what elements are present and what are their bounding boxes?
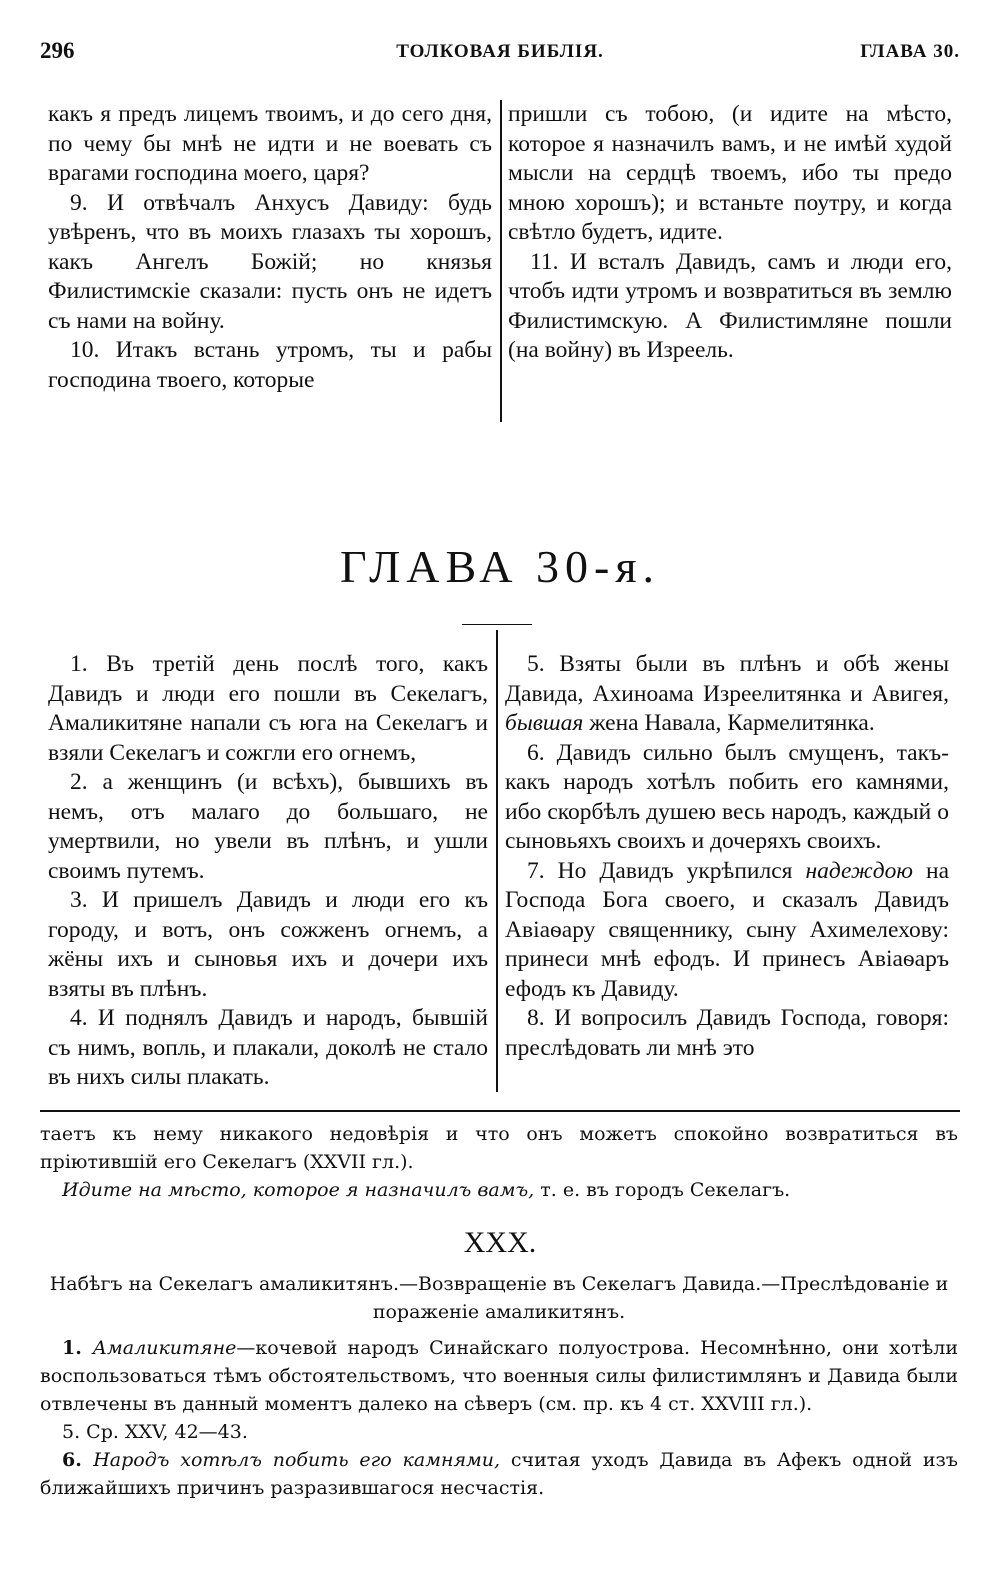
verse-9: 9. И отвѣчалъ Анхусъ Давиду: будь увѣренъ, что въ моихъ глазахъ ты хорошъ, какъ Ангелъ Божій; но князья Филистимскіе сказали: пусть онъ не идетъ съ нами на войну. — [48, 189, 492, 334]
commentary-summary — [40, 1270, 958, 1326]
verse-7-text: 7. Но Давидъ укрѣпился — [527, 857, 806, 884]
verse-2: 2. а женщинъ (и всѣхъ), бывшихъ въ немъ, отъ малаго до большаго, не умертвили, но увели въ плѣнъ, и ушли своимъ путемъ. — [48, 769, 488, 884]
heading-rule — [462, 624, 532, 625]
note-number: 6. — [62, 1449, 94, 1471]
commentary-notes — [40, 1334, 958, 1502]
verse-7-text-end: на Господа Бога своего, и сказалъ Давидъ Авіаѳару священнику, сыну Ахимелехову: принеси мнѣ ефодъ. И принесъ Авіаѳаръ ефодъ къ Давиду. — [505, 857, 949, 1002]
top-left-column — [48, 100, 492, 395]
commentary-text: т. е. въ городъ Секелагъ. — [534, 1179, 791, 1201]
verse-5-italic: бывшая — [505, 710, 584, 736]
note-5: 5. Ср. XXV, 42—43. — [62, 1421, 248, 1443]
note-italic: Народъ хотѣлъ побить его камнями, — [93, 1449, 501, 1471]
commentary-note — [40, 1176, 958, 1204]
chapter-left-column — [48, 650, 488, 1093]
running-header — [40, 38, 960, 72]
note-6 — [40, 1446, 958, 1502]
chapter-label: ГЛАВА 30. — [860, 41, 960, 62]
verse-10: 10. Итакъ встань утромъ, ты и рабы господина твоего, которые — [48, 337, 492, 393]
verse-3: 3. И пришелъ Давидъ и люди его къ городу, и вотъ, онъ сожженъ огнемъ, а жёны ихъ и сыновья ихъ и дочери ихъ взяты въ плѣнъ. — [48, 887, 488, 1002]
commentary-text: таетъ къ нему никакого недовѣрія и что онъ можетъ спокойно возвратиться въ пріютившій его Секелагъ (XXVII гл.). — [40, 1123, 958, 1173]
note-text: —кочевой народъ Синайскаго полуострова. Несомнѣнно, они хотѣли воспользоваться тѣмъ обстоятельствомъ, что военныя силы филистимлянъ и Давида были отвлечены въ данный моментъ далеко на сѣверъ (см. пр. къ 4 ст. XXVIII гл.). — [40, 1337, 958, 1415]
verse-6: 6. Давидъ сильно былъ смущенъ, такъ-какъ народъ хотѣлъ побить его камнями, ибо скорбѣлъ душею весь народъ, каждый о сыновьяхъ своихъ и дочеряхъ своихъ. — [505, 739, 949, 854]
column-divider-chapter — [496, 630, 498, 1092]
note-italic: Амаликитяне — [92, 1337, 237, 1359]
verse-1: 1. Въ третій день послѣ того, какъ Давидъ и люди его пошли въ Секелагъ, Амаликитяне напали съ юга на Секелагъ и взяли Секелагъ и сожгли его огнемъ, — [48, 651, 488, 766]
commentary-chapter-number: XXX. — [463, 1226, 537, 1259]
verse-5-text-end: жена Навала, Кармелитянка. — [583, 710, 875, 736]
note-1 — [40, 1334, 958, 1418]
verse-11: 11. И всталъ Давидъ, самъ и люди его, чтобъ идти утромъ и возвратиться въ землю Филистимскую. А Филистимляне пошли (на войну) въ Изреель. — [508, 248, 952, 363]
verse-7 — [505, 857, 949, 1005]
verse-5-text: 5. Взяты были въ плѣнъ и обѣ жены Давида, Ахиноама Изреелитянка и Авигея, — [505, 651, 949, 707]
top-right-column — [508, 100, 952, 366]
paragraph: какъ я предъ лицемъ твоимъ, и до сего дня, по чему бы мнѣ не идти и не воевать съ врагами господина моего, царя? — [48, 101, 492, 186]
book-title: ТОЛКОВАЯ БИБЛІЯ. — [396, 41, 604, 62]
verse-8: 8. И вопросилъ Давидъ Господа, говоря: преслѣдовать ли мнѣ это — [505, 1005, 949, 1061]
commentary-italic: Идите на мѣсто, которое я назначилъ вамъ, — [62, 1179, 535, 1201]
chapter-right-column — [505, 650, 949, 1063]
commentary-continuation — [40, 1120, 958, 1204]
verse-5 — [505, 650, 949, 739]
chapter-heading: ГЛАВА 30-я. — [339, 541, 661, 592]
footnote-rule — [40, 1110, 960, 1112]
note-text: считая уходъ Давида въ Афекъ одной изъ ближайшихъ причинъ разразившагося несчастія. — [40, 1449, 959, 1499]
column-divider-top — [500, 100, 502, 422]
verse-7-italic: надеждою — [805, 857, 913, 884]
verse-4: 4. И поднялъ Давидъ и народъ, бывшій съ нимъ, вопль, и плакали, доколѣ не стало въ нихъ силы плакать. — [48, 1005, 488, 1090]
paragraph: пришли съ тобою, (и идите на мѣсто, которое я назначилъ вамъ, и не имѣй худой мысли на сердцѣ твоемъ, ибо ты предо мною хорошъ); и встаньте поутру, и когда свѣтло будетъ, идите. — [508, 101, 952, 245]
page-number: 296 — [40, 38, 75, 63]
note-number: 1. — [62, 1337, 93, 1359]
summary-text: Набѣгъ на Секелагъ амаликитянъ.—Возвращеніе въ Секелагъ Давида.—Преслѣдованіе и пораженіе амаликитянъ. — [49, 1273, 949, 1323]
